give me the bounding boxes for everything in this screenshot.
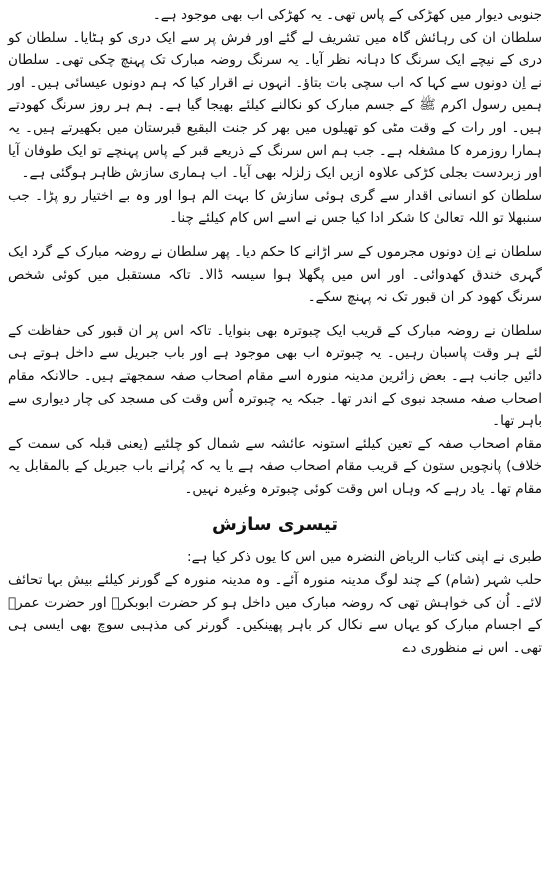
paragraph-7: طبری نے اپنی کتاب الریاض النضرہ میں اس کا یوں ذکر کیا ہے: — [187, 549, 542, 566]
paragraph-3: سلطان کو انسانی اقدار سے گری ہوئی سازش کا بہت الم ہوا اور وہ بے اختیار رو پڑا۔ جب سنبھلا تو اللہ تعالیٰ کا شکر ادا کیا جس نے اسے اس کام کیلئے چنا۔ — [8, 187, 542, 227]
paragraph-2: سلطان ان کی رہائش گاہ میں تشریف لے گئے اور فرش پر سے ایک دری کو ہٹایا۔ سلطان کو دری کے نیچے ایک سرنگ کا دہانہ نظر آیا۔ یہ سرنگ روضہ مبارک تک پہنچ چکی تھی۔ سلطان نے اِن دونوں سے کہا کہ اب سچی بات بتاؤ۔ انہوں نے اقرار کیا کہ ہم دونوں عیسائی ہیں۔ اور ہمیں رسول اکرم ﷺ کے جسم مبارک کو نکالنے کیلئے بھیجا گیا ہے۔ ہم ہر روز سرنگ کھودتے ہیں۔ اور رات کے وقت مٹی کو تھیلوں میں بھر کر جنت البقیع قبرستان میں بکھیرتے ہیں۔ یہ ہمارا روزمرہ کا مشغلہ ہے۔ جب ہم اس سرنگ کے ذریعے قبر کے پاس پہنچے تو ایک طوفان آیا اور زبردست بجلی کڑکی علاوہ ازیں ایک زلزلہ بھی آیا۔ اب ہماری سازش ظاہر ہوگئی ہے۔ — [8, 29, 542, 182]
section-heading: تیسری سازش — [211, 514, 339, 536]
paragraph-5: سلطان نے روضہ مبارک کے قریب ایک چبوترہ بھی بنوایا۔ تاکہ اس پر ان قبور کی حفاظت کے لئے ہر وقت پاسبان رہیں۔ یہ چبوترہ اب بھی موجود ہے اور باب جبریل سے داخل ہوتے ہی دائیں جانب ہے۔ بعض زائرین مدینہ منورہ اسے مقام اصحاب صفہ سمجھتے ہیں۔ حالانکہ مقام اصحاب صفہ مسجد نبوی کے اندر تھا۔ جبکہ یہ چبوترہ اُس وقت کی مسجد کی چار دیواری سے باہر تھا۔ — [8, 322, 542, 430]
paragraph-6: مقام اصحاب صفہ کے تعین کیلئے استونہ عائشہ سے شمال کو چلئیے (یعنی قبلہ کی سمت کے خلاف) پانچویں ستون کے قریب مقام اصحاب صفہ ہے یا یہ کہ پُرانے باب جبریل کے بالمقابل یہ مقام تھا۔ یاد رہے کہ وہاں اس وقت کوئی چبوترہ وغیرہ نہیں۔ — [8, 435, 542, 497]
paragraph-8: حلب شہر (شام) کے چند لوگ مدینہ منورہ آئے۔ وہ مدینہ منورہ کے گورنر کیلئے بیش بہا تحائف لائے۔ اُن کی خواہش تھی کہ روضہ مبارک میں داخل ہو کر حضرت ابوبکرؓ اور حضرت عمرؓ کے اجسام مبارک کو یہاں سے نکال کر باہر پھینکیں۔ گورنر کی مذہبی سوچ بھی ایسی ہی تھی۔ اس نے منظوری دے — [8, 572, 542, 656]
paragraph-1: جنوبی دیوار میں کھڑکی کے پاس تھی۔ یہ کھڑکی اب بھی موجود ہے۔ — [152, 7, 542, 23]
paragraph-4: سلطان نے اِن دونوں مجرموں کے سر اڑانے کا حکم دیا۔ پھر سلطان نے روضہ مبارک کے گرد ایک گہری خندق کھدوائی۔ اور اس میں پگھلا ہوا سیسہ ڈالا۔ تاکہ مستقبل میں کوئی شخص سرنگ کھود کر ان قبور تک نہ پہنچ سکے۔ — [8, 243, 542, 306]
